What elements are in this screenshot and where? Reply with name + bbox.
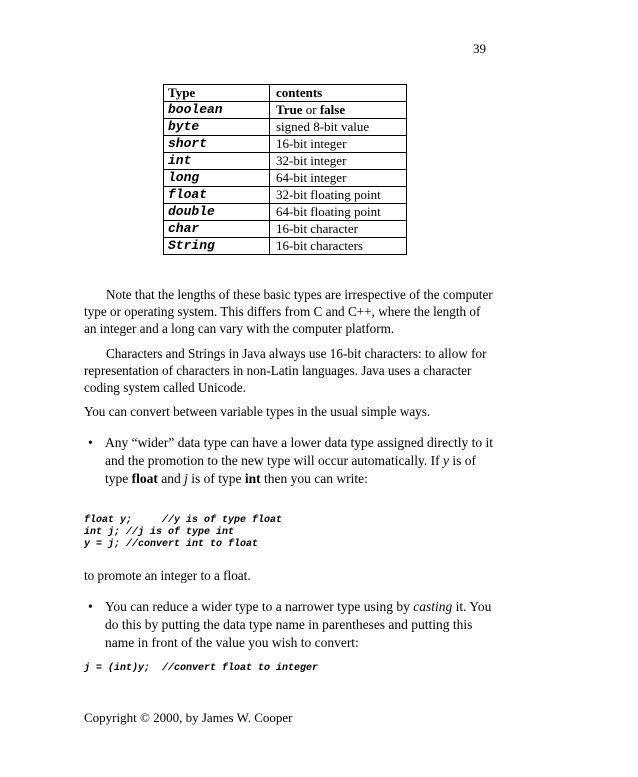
- table-row: [164, 204, 407, 221]
- page-number: 39: [473, 41, 486, 56]
- keyword-float: float: [131, 471, 158, 486]
- table-row: [164, 102, 407, 119]
- false-word: false: [319, 102, 346, 117]
- paragraph-promote: to promote an integer to a float.: [84, 568, 251, 583]
- bullet-casting: [84, 598, 504, 652]
- paragraph-lengths: Note that the lengths of these basic types are irrespective of the computer type or operating system. This differs from C and C++, where the length of an integer and a long can vary with the computer platform.: [84, 287, 493, 336]
- var-y: y: [443, 453, 450, 468]
- bullet-text-part: is of type: [187, 471, 245, 486]
- contents-cell: signed 8-bit value: [270, 119, 407, 136]
- contents-cell: 16-bit characters: [270, 238, 407, 255]
- bullet-text-part: and: [157, 471, 185, 486]
- table-row: [164, 238, 407, 255]
- contents-cell: [270, 102, 407, 119]
- bullet-text-part: it. You do this by putting the data type name in parentheses and putting this name in front of the value you wish to convert:: [105, 599, 492, 650]
- types-table: [163, 84, 407, 255]
- table-row: [164, 187, 407, 204]
- code-line: y = j; //convert int to float: [84, 539, 259, 550]
- true-word: True: [276, 102, 303, 117]
- type-cell: int: [164, 153, 270, 170]
- header-contents: contents: [270, 85, 407, 102]
- contents-cell: 16-bit character: [270, 221, 407, 238]
- bullet-widening: [84, 434, 504, 506]
- or-word: or: [305, 102, 317, 117]
- term-casting: casting: [413, 599, 453, 614]
- code-line: int j; //j is of type int: [84, 527, 235, 538]
- contents-cell: 64-bit floating point: [270, 204, 407, 221]
- bullet-text-part: then you can write:: [260, 471, 368, 486]
- bullet-symbol: •: [88, 435, 93, 450]
- bullet-text-part: You can reduce a wider type to a narrower type using by: [105, 599, 414, 614]
- bullet-text: [105, 434, 501, 488]
- copyright-footer: Copyright © 2000, by James W. Cooper: [84, 710, 293, 725]
- type-cell: byte: [164, 119, 270, 136]
- table-row: [164, 153, 407, 170]
- type-cell: char: [164, 221, 270, 238]
- table-row: [164, 170, 407, 187]
- bullet-text-part: is of type: [105, 453, 477, 486]
- bullet-text: [105, 598, 501, 652]
- bullet-text-part: Any “wider” data type can have a lower data type assigned directly to it and the promotion to the new type will occur automatically. If: [105, 435, 493, 468]
- paragraph-characters: Characters and Strings in Java always use 16-bit characters: to allow for representation of characters in non-Latin languages. Java uses a character coding system called Unicode.: [84, 346, 487, 395]
- table-row: [164, 221, 407, 238]
- code-line: float y; //y is of type float: [84, 515, 283, 526]
- table-header-row: [164, 85, 407, 102]
- var-j: j: [184, 471, 188, 486]
- code-line: j = (int)y; //convert float to integer: [84, 663, 319, 674]
- keyword-int: int: [244, 471, 261, 486]
- type-cell: String: [164, 238, 270, 255]
- table-row: [164, 119, 407, 136]
- contents-cell: 16-bit integer: [270, 136, 407, 153]
- type-cell: boolean: [164, 102, 270, 119]
- type-cell: float: [164, 187, 270, 204]
- table-row: [164, 136, 407, 153]
- bullet-symbol: •: [88, 599, 93, 614]
- header-type: Type: [164, 85, 270, 102]
- contents-cell: 64-bit integer: [270, 170, 407, 187]
- paragraph-convert: You can convert between variable types in the usual simple ways.: [84, 404, 431, 419]
- type-cell: double: [164, 204, 270, 221]
- contents-cell: 32-bit floating point: [270, 187, 407, 204]
- contents-cell: 32-bit integer: [270, 153, 407, 170]
- type-cell: long: [164, 170, 270, 187]
- type-cell: short: [164, 136, 270, 153]
